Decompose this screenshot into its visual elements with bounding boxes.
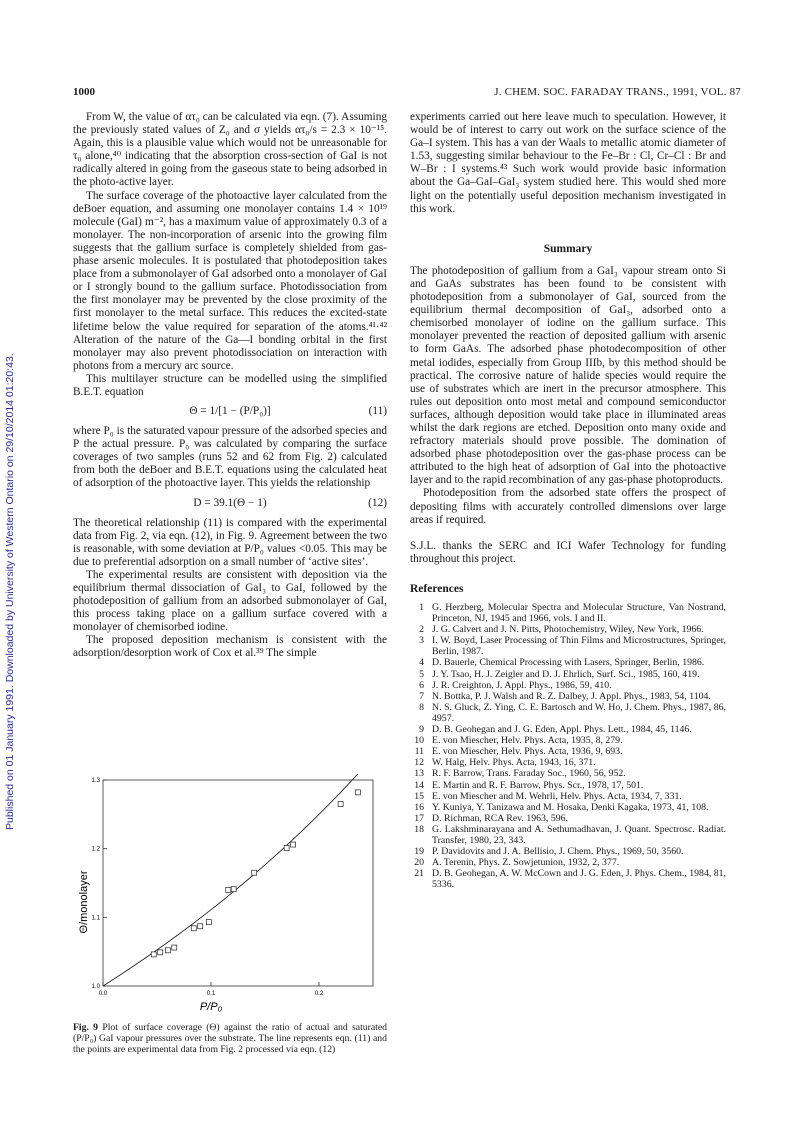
reference-number: 1: [419, 602, 424, 613]
reference-text: N. S. Gluck, Z. Ying, C. E. Bartosch and W. Ho, J. Chem. Phys., 1987, 86, 4957.: [432, 701, 726, 724]
reference-text: D. B. Geohegan and J. G. Eden, Appl. Phys. Lett., 1984, 45, 1146.: [432, 724, 692, 736]
reference-item: [410, 746, 726, 757]
reference-item: [410, 757, 726, 768]
y-tick-label: 1.3: [91, 778, 100, 784]
plot-frame: [103, 780, 373, 986]
data-point: [231, 887, 236, 892]
reference-number: 17: [414, 812, 424, 824]
equation-number: (11): [368, 405, 387, 418]
equation-expression: Θ = 1/[1 − (P/P₀)]: [189, 405, 271, 418]
reference-item: [410, 724, 726, 735]
reference-item: [410, 702, 726, 724]
paragraph: experiments carried out here leave much to speculation. However, it would be of interest to carry out work on the surface science of the Ga–I system. This has a van der Waals to metallic atomic diameter of 1.53, suggesting similar behaviour to the Fe–Br : Cl, Cr–Cl : Br and W–Br : I systems.⁴³ Such work would provide basic information about the Ga–GaI–GaI₃ system studied here. This would shed more light on the potentially useful deposition mechanism investigated in this work.: [410, 111, 726, 215]
data-point: [252, 870, 257, 875]
y-tick-label: 1.0: [91, 984, 100, 990]
reference-number: 10: [414, 735, 424, 747]
x-axis-label: P/P₀: [199, 1001, 223, 1013]
theory-curve: [103, 774, 373, 986]
page-number: 1000: [73, 86, 95, 98]
reference-number: 8: [419, 701, 424, 713]
summary-paragraph: The photodeposition of gallium from a GaI₃ vapour stream onto Si and GaAs substrates has been found to be consistent with photodeposition from a submonolayer of GaI, sourced from the equilibrium thermal decomposition of GaI₃, adsorbed onto a chemisorbed monolayer of iodine on the gallium surface. This monolayer prevented the reaction of deposited gallium with arsenic to form GaAs. The adsorbed phase photodecomposition of other metal iodides, especially from Group IIIb, by this method should be practical. The corrosive nature of halide species would require the use of substrates which are inert in the precursor atmosphere. This rules out deposition onto most metal and compound semiconductor surfaces, although deposition would take place in illuminated areas whilst the dark regions are etched. Deposition onto many oxide and refractory materials should prove possible. The domination of adsorbed phase photodeposition over the gas-phase process can be attributed to the high heat of adsorption of GaI into the photoactive layer and to the rapid recombination of any gas-phase photoproducts.: [410, 264, 726, 487]
reference-text: Y. Kuniya, Y. Tanizawa and M. Hosaka, Denki Kagaka, 1973, 41, 108.: [432, 801, 709, 813]
data-point: [198, 924, 203, 929]
reference-item: [410, 602, 726, 624]
reference-item: [410, 791, 726, 802]
reference-number: 19: [414, 846, 424, 858]
reference-item: [410, 669, 726, 680]
paragraph: This multilayer structure can be modelled using the simplified B.E.T. equation: [73, 372, 387, 398]
equation-12: [73, 497, 387, 511]
reference-number: 2: [419, 624, 424, 636]
acknowledgements: S.J.L. thanks the SERC and ICI Wafer Technology for funding throughout this project.: [410, 539, 726, 565]
reference-number: 13: [414, 768, 424, 780]
data-point: [284, 845, 289, 850]
reference-item: [410, 846, 726, 857]
paragraph: From W, the value of ατ₀ can be calculated via eqn. (7). Assuming the previously stated values of Z₀ and σ yields ατ₀/s = 2.3 × 10⁻¹⁵. Again, this is a plausible value which would not be unreasonable for τ₀ alone,⁴⁰ indicating that the absorption cross-section of GaI is not radically altered in going from the gaseous state to being adsorbed in the photo-active layer.: [73, 111, 387, 189]
reference-number: 7: [419, 690, 424, 702]
references-heading: References: [410, 582, 464, 595]
reference-number: 16: [414, 801, 424, 813]
paragraph: The surface coverage of the photoactive layer calculated from the deBoer equation, and assuming one monolayer contains 1.4 × 10¹⁹ molecule (GaI) m⁻², has a maximum value of approximately 0.3 of a monolayer. The non-incorporation of arsenic into the growing film suggests that the gallium surface is completely shielded from gas-phase arsenic molecules. It is postulated that photodeposition takes place from a submonolayer of GaI adsorbed onto a monolayer of GaI or I strongly bound to the gallium surface. Photodissociation from the first monolayer may be prevented by the close proximity of the first monolayer to the metal surface. This reduces the excited-state lifetime below the value required for separation of the atoms.⁴¹·⁴² Alteration of the nature of the Ga—I bonding orbital in the first monolayer may also prevent photodissociation on interaction with photons from a mercury arc source.: [73, 189, 387, 372]
reference-text: D. Bauerle, Chemical Processing with Lasers, Springer, Berlin, 1986.: [432, 657, 705, 669]
reference-text: N. Bottka, P. J. Walsh and R. Z. Dalbey, J. Appl. Phys., 1983, 54, 1104.: [432, 690, 711, 702]
running-header: J. CHEM. SOC. FARADAY TRANS., 1991, VOL. 87: [494, 86, 741, 98]
reference-item: [410, 780, 726, 791]
reference-text: R. F. Barrow, Trans. Faraday Soc., 1960, 56, 952.: [432, 768, 626, 780]
reference-text: E. von Miescher, Helv. Phys. Acta, 1935, 8, 279.: [432, 735, 623, 747]
reference-item: [410, 735, 726, 746]
reference-number: 15: [414, 790, 424, 802]
reference-text: E. von Miescher, Helv. Phys. Acta, 1936, 9, 693.: [432, 746, 623, 758]
data-point: [172, 945, 177, 950]
figure-9-plot: [73, 774, 385, 1020]
reference-number: 11: [414, 746, 424, 758]
reference-item: [410, 635, 726, 657]
paragraph: The proposed deposition mechanism is consistent with the adsorption/desorption work of Cox et al.³⁹ The simple: [73, 634, 387, 660]
equation-number: (12): [368, 496, 387, 509]
x-tick-label: 0.2: [314, 991, 324, 997]
reference-item: [410, 680, 726, 691]
right-column: [410, 111, 726, 890]
reference-number: 20: [414, 857, 424, 869]
reference-item: [410, 857, 726, 868]
data-point: [291, 842, 296, 847]
reference-number: 21: [414, 868, 424, 880]
scatter-chart: [73, 774, 385, 1020]
summary-heading: Summary: [543, 242, 593, 255]
reference-text: I. W. Boyd, Laser Processing of Thin Films and Microstructures, Springer, Berlin, 1987.: [432, 635, 726, 658]
reference-item: [410, 624, 726, 635]
data-point: [191, 926, 196, 931]
reference-item: [410, 691, 726, 702]
y-tick-label: 1.2: [91, 846, 100, 853]
reference-text: J. R. Creighton, J. Appl. Phys., 1986, 59, 410.: [432, 679, 612, 691]
reference-number: 9: [419, 724, 424, 736]
data-point: [158, 950, 163, 955]
data-point: [226, 887, 231, 892]
reference-item: [410, 657, 726, 668]
reference-item: [410, 802, 726, 813]
x-tick-label: 0.0: [98, 991, 108, 997]
left-column: [73, 111, 387, 661]
data-point: [355, 790, 360, 795]
reference-text: W. Halg, Helv. Phys. Acta, 1943, 16, 371.: [432, 757, 596, 769]
reference-text: G. Lakshminarayana and A. Sethumadhavan, J. Quant. Spectrosc. Radiat. Transfer, 1980, 23, 343.: [432, 823, 726, 846]
data-point: [151, 952, 156, 957]
reference-text: A. Terenin, Phys. Z. Sowjetunion, 1932, 2, 377.: [432, 857, 620, 869]
reference-number: 18: [414, 823, 424, 835]
reference-item: [410, 824, 726, 846]
summary-paragraph: Photodeposition from the adsorbed state offers the prospect of depositing films with accurately controlled dimensions over large areas if required.: [410, 487, 726, 526]
reference-text: G. Herzberg, Molecular Spectra and Molecular Structure, Van Nostrand, Princeton, NJ, 1945 and 1966, vols. I and II.: [432, 602, 726, 625]
reference-text: P. Davidovits and J. A. Bellisio, J. Chem. Phys., 1969, 50, 3560.: [432, 846, 684, 858]
paragraph: The experimental results are consistent with deposition via the equilibrium thermal dissociation of GaI₃ to GaI, followed by the photodeposition of gallium from an adsorbed submonolayer of GaI, this process taking place on a gallium surface covered with a monolayer of chemisorbed iodine.: [73, 568, 387, 634]
reference-text: E. Martin and R. F. Barrow, Phys. Scr., 1978, 17, 501.: [432, 779, 644, 791]
paragraph: where P₀ is the saturated vapour pressure of the adsorbed species and P the actual pressure. P₀ was calculated by comparing the surface coverages of two samples (runs 52 and 62 from Fig. 2) calculated from both the deBoer and B.E.T. equations using the calculated heat of adsorption of the photoactive layer. This yields the relationship: [73, 425, 387, 490]
reference-number: 6: [419, 679, 424, 691]
data-point: [338, 802, 343, 807]
reference-text: E. von Miescher and M. Wehrli, Helv. Phys. Acta, 1934, 7, 331.: [432, 790, 682, 802]
reference-item: [410, 813, 726, 824]
reference-number: 4: [419, 657, 424, 669]
caption-label: Fig. 9: [73, 1022, 99, 1033]
y-tick-label: 1.1: [91, 915, 100, 922]
data-point: [206, 920, 211, 925]
caption-text: Plot of surface coverage (Θ) against the ratio of actual and saturated (P/P₀) GaI vapour pressures over the substrate. The line represents eqn. (11) and the points are experimental data from Fig. 2 processed via eqn. (12): [73, 1022, 387, 1056]
equation-11: [73, 405, 387, 419]
reference-item: [410, 768, 726, 779]
download-notice: Published on 01 January 1991. Downloaded by University of Western Ontario on 29/10/2014 01:20:43.: [4, 353, 16, 830]
y-axis-label: Θ/monolayer: [78, 870, 90, 934]
reference-number: 12: [414, 757, 424, 769]
reference-number: 14: [414, 779, 424, 791]
reference-number: 5: [419, 668, 424, 680]
reference-number: 3: [419, 635, 424, 647]
reference-item: [410, 868, 726, 890]
reference-text: D. B. Geohegan, A. W. McCown and J. G. Eden, J. Phys. Chem., 1984, 81, 5336.: [432, 868, 726, 891]
reference-list: [410, 602, 726, 890]
data-point: [165, 948, 170, 953]
reference-text: D. Richman, RCA Rev. 1963, 596.: [432, 812, 568, 824]
reference-text: J. Y. Tsao, H. J. Zeigler and D. J. Ehrlich, Surf. Sci., 1985, 160, 419.: [432, 668, 700, 680]
figure-caption: [73, 1022, 387, 1055]
reference-text: J. G. Calvert and J. N. Pitts, Photochemistry, Wiley, New York, 1966.: [432, 624, 704, 636]
x-tick-label: 0.1: [206, 991, 216, 997]
equation-expression: D = 39.1(Θ − 1): [193, 496, 267, 509]
paragraph: The theoretical relationship (11) is compared with the experimental data from Fig. 2, via eqn. (12), in Fig. 9. Agreement between the two is reasonable, with some deviation at P/P₀ values <0.05. This may be due to preferential adsorption on a small number of ‘active sites’.: [73, 516, 387, 568]
